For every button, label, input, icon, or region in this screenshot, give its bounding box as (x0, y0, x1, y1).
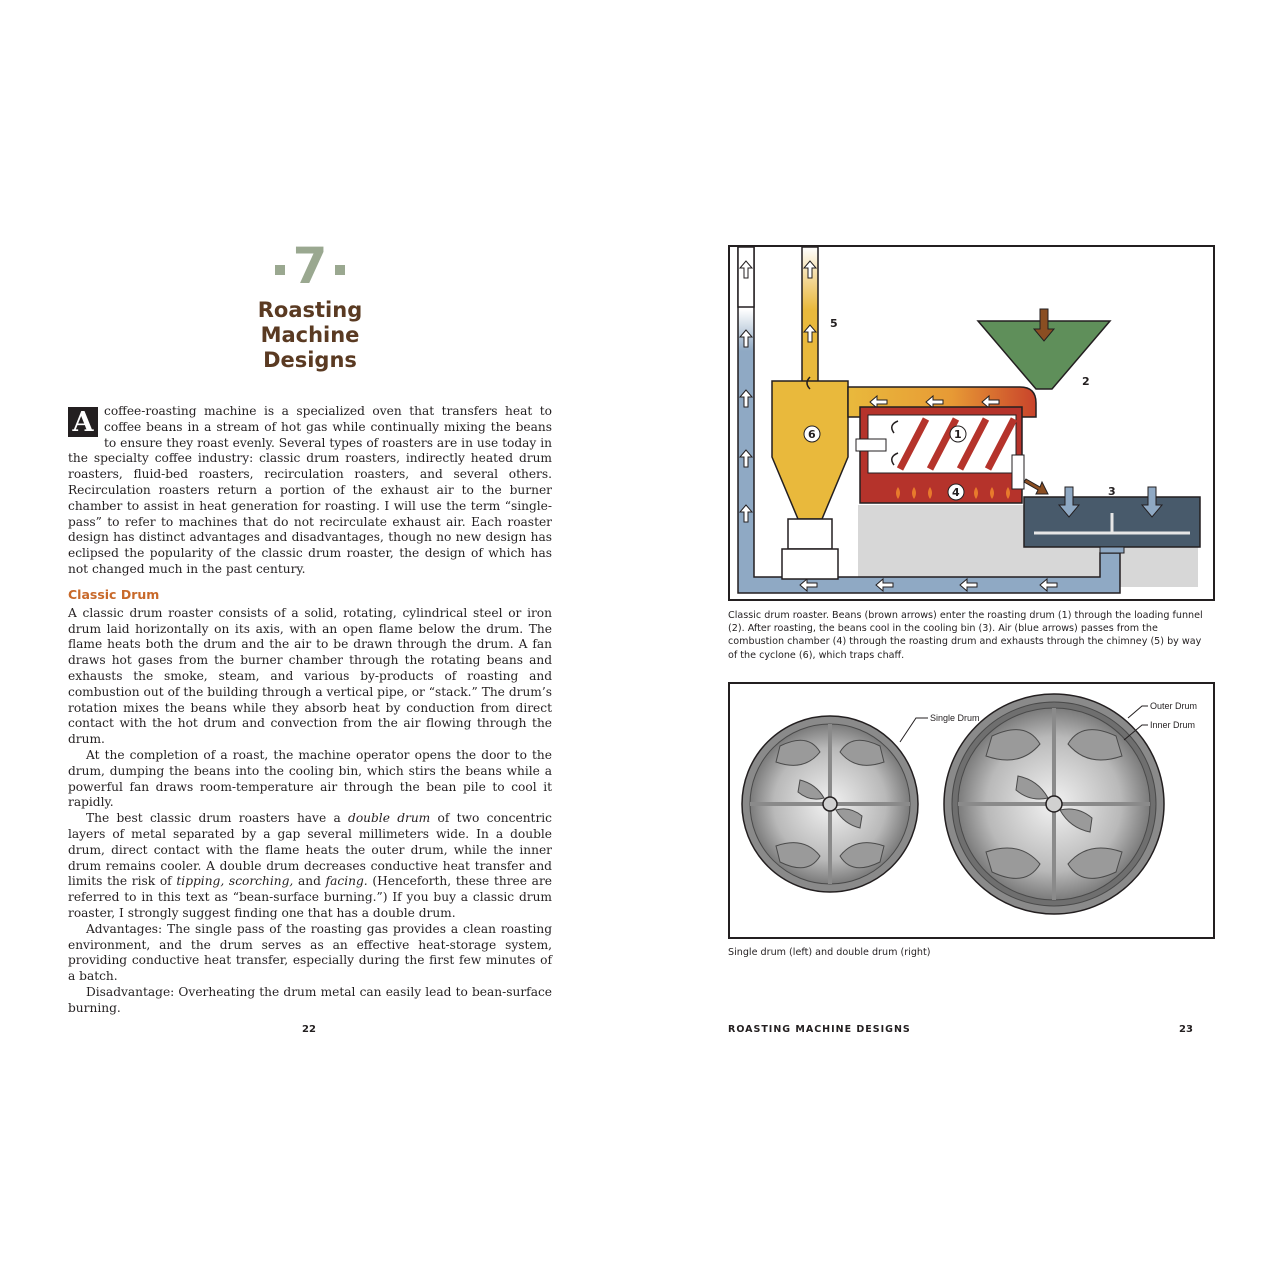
cyclone (772, 381, 848, 519)
intro-paragraph (68, 404, 552, 578)
chapter-title-line-1: Roasting (257, 298, 363, 322)
paragraph-2: At the completion of a roast, the machine operator opens the door to the drum, dumping the beans into the cooling bin, which stirs the beans while a powerful fan draws room-temperature air through the bean pile to cool it rapidly. (68, 747, 552, 810)
label-4: 4 (952, 486, 960, 499)
intro-text: coffee-roasting machine is a specialized oven that transfers heat to coffee beans in a stream of hot gas while continually mixing the beans to ensure they roast evenly. Several types of roasters are in use today in the specialty coffee industry: classic drum roasters, indirectly heated drum roasters, fluid-bed roasters, recirculation roasters, and several others. Recirculation roasters return a portion of the exhaust air to the burner chamber to assist in heat generation for roasting. I will use the term “single-pass” to refer to machines that do not recirculate exhaust air. Each roaster design has distinct advantages and disadvantages, though no new design has eclipsed the popularity of the classic drum roaster, the design of which has not changed much in the past century. (68, 404, 552, 576)
drum-comparison-figure (728, 682, 1215, 939)
section-heading: Classic Drum (68, 586, 160, 602)
label-5: 5 (830, 317, 838, 330)
label-3: 3 (1108, 485, 1116, 498)
label-2: 2 (1082, 375, 1090, 388)
chapter-title-line-3: Designs (263, 348, 357, 372)
drum-door (1012, 455, 1024, 489)
drum-comparison-svg (730, 684, 1213, 937)
inner-drum-label: Inner Drum (1150, 720, 1196, 730)
p3-e: and (293, 874, 326, 889)
body-text (68, 404, 552, 1016)
p3-g: (Henceforth, these three are referred to in this text as “bean-surface burning.”) If you buy a classic drum roaster, I strongly suggest finding one that has a double drum. (68, 874, 552, 920)
roaster-diagram-svg (730, 247, 1213, 599)
label-6: 6 (808, 428, 816, 441)
label-1: 1 (954, 428, 962, 441)
chapter-square-left (275, 265, 285, 275)
bean-arrow-out (1024, 479, 1048, 494)
p3-facing: facing. (325, 874, 368, 889)
figure1-caption: Classic drum roaster. Beans (brown arrows) enter the roasting drum (1) through the loading funnel (2). After roasting, the beans cool in the cooling bin (3). Air (blue arrows) passes from the combustion chamber (4) through the roasting drum and exhausts through the chimney (5) by way of the cyclone (6), which traps chaff. (728, 610, 1203, 661)
drop-cap: A (68, 407, 98, 437)
roaster-diagram (728, 245, 1215, 601)
running-head: ROASTING MACHINE DESIGNS (728, 1024, 911, 1035)
single-drum-hub (823, 797, 837, 811)
chapter-number-text: 7 (292, 237, 328, 295)
single-drum (742, 716, 918, 892)
page-number-left: 22 (302, 1024, 316, 1035)
chapter-title-line-2: Machine (260, 323, 360, 347)
paragraph-1: A classic drum roaster consists of a solid, rotating, cylindrical steel or iron drum laid horizontally on its axis, with an open flame below the drum. The flame heats both the drum and the air to be drawn through the drum. A fan draws hot gases from the burner chamber through the rotating beans and exhausts the smoke, steam, and various by-products of roasting and combustion out of the building through a vertical pipe, or “stack.” The drum’s rotation mixes the beans while they absorb heat by conduction from direct contact with the hot drum and convection from the air flowing through the drum. (68, 605, 552, 747)
paragraph-3 (68, 811, 552, 922)
p3-tipping: tipping, scorching, (176, 874, 294, 889)
p3-a: The best classic drum roasters have a (86, 811, 349, 826)
double-drum-hub (1046, 796, 1062, 812)
right-page (640, 0, 1280, 1280)
single-drum-label: Single Drum (930, 713, 980, 723)
chaff-collector (788, 519, 832, 549)
chaff-base (782, 549, 838, 579)
outer-drum-leader (1128, 706, 1148, 718)
chapter-title (210, 298, 410, 373)
outer-drum-label: Outer Drum (1150, 701, 1198, 711)
single-drum-leader (900, 718, 928, 742)
bin-outlet (1100, 547, 1124, 553)
chapter-square-right (335, 265, 345, 275)
drum-axle (856, 439, 886, 451)
chapter-number (260, 238, 360, 294)
figure2-caption: Single drum (left) and double drum (right) (728, 947, 931, 958)
p3-c: of two concentric layers of metal separated by a gap several millimeters wide. In a double drum, direct contact with the flame heats the outer drum, while the inner drum remains cooler. A double drum decreases conductive heat transfer and limits the risk of (68, 811, 552, 889)
paragraph-4: Advantages: The single pass of the roasting gas provides a clean roasting environment, and the drum serves as an effective heat-storage system, providing conductive heat transfer, especially during the first few minutes of a batch. (68, 921, 552, 984)
double-drum (944, 694, 1164, 914)
page-number-right: 23 (1179, 1024, 1193, 1035)
paragraph-5: Disadvantage: Overheating the drum metal can easily lead to bean-surface burning. (68, 984, 552, 1015)
p3-double-drum: double drum (348, 811, 431, 826)
